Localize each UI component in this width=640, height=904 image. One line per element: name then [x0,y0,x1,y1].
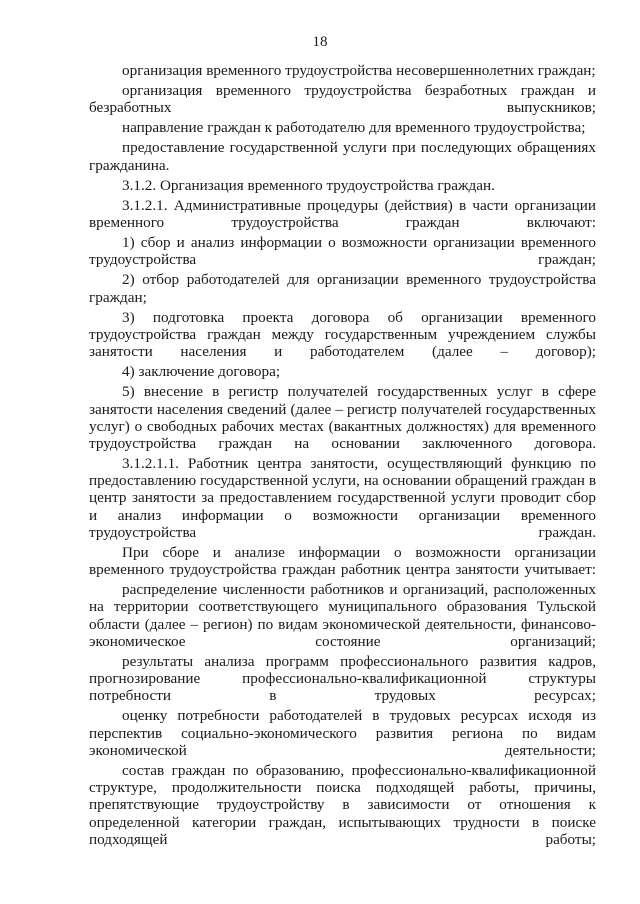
paragraph: 3.1.2. Организация временного трудоустройства граждан. [122,176,495,194]
paragraph: 5) внесение в регистр получателей государственных услуг в сфере занятости населения сведений (далее – регистр получателей государственных услуг) о свободных рабочих местах (вакантных должностях) для временного трудоустройства граждан на основании заключенного договора. [89,383,596,452]
paragraph: При сборе и анализе информации о возможности организации временного трудоустройства граждан работник центра занятости учитывает: [89,543,596,579]
paragraph: организация временного трудоустройства безработных граждан и безработных выпускников; [89,82,596,117]
page-number: 18 [312,34,328,50]
paragraph: организация временного трудоустройства несовершеннолетних граждан; [122,62,596,79]
paragraph: результаты анализа программ профессионального развития кадров, прогнозирование профессионально-квалификационной структуры потребности в трудовых ресурсах; [89,652,596,705]
document-body [89,62,596,851]
paragraph: 3) подготовка проекта договора об организации временного трудоустройства граждан между государственным учреждением службы занятости населения и работодателем (далее – договор); [89,308,596,361]
paragraph: 2) отбор работодателей для организации временного трудоустройства граждан; [89,271,596,306]
paragraph: 3.1.2.1. Административные процедуры (действия) в части организации временного трудоустройства граждан включают: [89,196,596,232]
paragraph: 1) сбор и анализ информации о возможности организации временного трудоустройства граждан; [89,234,596,269]
paragraph: 3.1.2.1.1. Работник центра занятости, осуществляющий функцию по предоставлению государственной услуги, на основании обращений граждан в центр занятости за предоставлением государственной услуги проводит сбор и анализ информации о возможности организации временного трудоустройства граждан. [89,455,596,541]
paragraph: состав граждан по образованию, профессионально-квалификационной структуре, продолжительности поиска подходящей работы, причины, препятствующие трудоустройству в зависимости от отношения к определенной категории граждан, испытывающих трудности в поиске подходящей работы; [89,761,596,848]
paragraph: предоставление государственной услуги при последующих обращениях гражданина. [89,139,596,174]
paragraph: 4) заключение договора; [122,363,281,381]
paragraph: направление граждан к работодателю для временного трудоустройства; [122,119,586,137]
paragraph: оценку потребности работодателей в трудовых ресурсах исходя из перспектив социально-экономического развития региона по видам экономической деятельности; [89,707,596,759]
paragraph: распределение численности работников и организаций, расположенных на территории соответствующего муниципального образования Тульской области (далее – регион) по видам экономической деятельности, финансово- экономическое состояние организаций; [89,581,596,650]
